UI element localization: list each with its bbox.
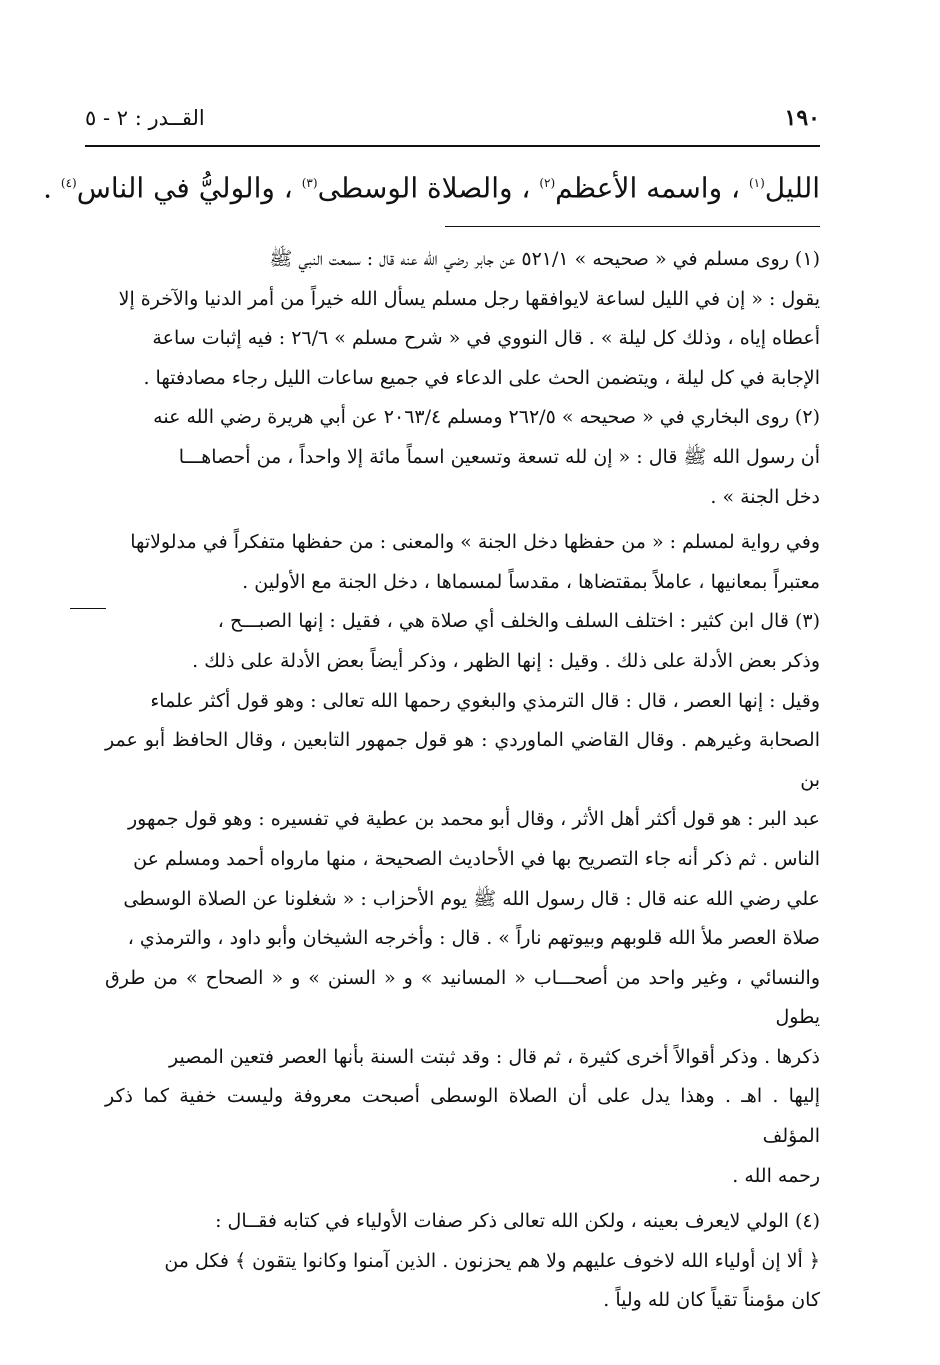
footnote-line: الصحابة وغيرهم . وقال القاضي الماوردي : هو قول جمهور التابعين ، وقال الحافظ أبو عمر بن (105, 729, 820, 791)
footnote-line: وفي رواية لمسلم : « من حفظها دخل الجنة » والمعنى : من حفظها متفكراً في مدلولاتها (130, 531, 820, 554)
footnote-1 (105, 240, 820, 398)
footnote-line: يقول : « إن في الليل لساعة لايوافقها رجل مسلم يسأل الله خيراً من أمر الدنيا والآخرة إلا (118, 287, 820, 310)
footnote-line: رحمه الله . (732, 1164, 820, 1187)
footnote-line: وقيل : إنها العصر ، قال : قال الترمذي والبغوي رحمها الله تعالى : وهو قول أكثر علماء (150, 689, 820, 712)
footnote-3 (105, 602, 820, 1196)
footnote-separator (445, 226, 820, 227)
footnote-line: (٣) قال ابن كثير : اختلف السلف والخلف أي صلاة هي ، فقيل : إنها الصبـــح ، (217, 610, 820, 633)
footnote-line: معتبراً بمعانيها ، عاملاً بمقتضاها ، مقدساً لمسماها ، دخل الجنة مع الأولين . (242, 570, 820, 593)
page-number: ١٩٠ (784, 105, 820, 131)
footnote-ref-2: (٢) (539, 176, 556, 190)
footnote-2 (105, 398, 820, 517)
footnote-4 (105, 1202, 820, 1321)
footnote-ref-4: (٤) (60, 176, 77, 190)
main-text-segment-5: . (43, 171, 52, 205)
page-header (85, 100, 820, 136)
footnote-line: إليها . اهـ . وهذا يدل على أن الصلاة الوسطى أصبحت معروفة وليست خفية كما ذكر المؤلف (105, 1085, 820, 1148)
footnote-line: والنسائي ، وغير واحد من أصحـــاب « المسانيد » و « السنن » و « الصحاح » من طرق يطول (105, 966, 820, 1029)
footnote-line: أن رسول الله ﷺ قال : « إن لله تسعة وتسعين اسماً مائة إلا واحداً ، من أحصاهـــا (178, 445, 820, 468)
footnote-line: دخل الجنة » . (710, 485, 820, 508)
main-text-segment-3: ، والصلاة الوسطى (317, 171, 531, 205)
footnote-line: ذكرها . وذكر أقوالاً أخرى كثيرة ، ثم قال : وقد ثبتت السنة بأنها العصر فتعين المصير (168, 1045, 820, 1068)
footnote-2-continuation (105, 523, 820, 602)
footnote-line: (٤) الولي لايعرف بعينه ، ولكن الله تعالى ذكر صفات الأولياء في كتابه فقــال : (215, 1210, 820, 1233)
footnote-line: علي رضي الله عنه قال : قال رسول الله ﷺ يوم الأحزاب : « شغلونا عن الصلاة الوسطى (123, 887, 820, 910)
running-title: القــدر : ٢ - ٥ (85, 106, 205, 130)
main-text-segment-1: الليل (764, 171, 820, 205)
footnote-line: أعطاه إياه ، وذلك كل ليلة » . قال النووي في « شرح مسلم » ٢٦/٦ : فيه إثبات ساعة (152, 327, 820, 350)
footnote-line: صلاة العصر ملأ الله قلوبهم وبيوتهم ناراً » . قال : وأخرجه الشيخان وأبو داود ، والترمذي ، (127, 927, 820, 950)
main-text-line (43, 158, 820, 208)
header-rule (85, 145, 820, 147)
footnote-line: وذكر بعض الأدلة على ذلك . وقيل : إنها الظهر ، وذكر أيضاً بعض الأدلة على ذلك . (192, 649, 820, 672)
footnote-line: ﴿ ألا إن أولياء الله لاخوف عليهم ولا هم يحزنون . الذين آمنوا وكانوا يتقون ﴾ فكل من (164, 1249, 820, 1272)
footnote-ref-1: (١) (748, 176, 765, 190)
main-text-segment-4: ، والوليُّ في الناس (76, 171, 293, 205)
footnote-line: كان مؤمناً تقياً كان لله ولياً . (603, 1289, 820, 1312)
footnote-line: عبد البر : هو قول أكثر أهل الأثر ، وقال أبو محمد بن عطية في تفسيره : وهو قول جمهور (127, 808, 820, 831)
main-text-segment-2: ، واسمه الأعظم (555, 171, 741, 205)
footnotes (105, 240, 820, 1312)
footnote-ref-3: (٣) (301, 176, 318, 190)
footnote-line: الناس . ثم ذكر أنه جاء التصريح بها في الأحاديث الصحيحة ، منها مارواه أحمد ومسلم عن (133, 847, 820, 870)
footnote-line: (١) روى مسلم في « صحيحه » ٥٢١/١ عن جابر رضي الله عنه قال : سمعت النبي ﷺ (269, 248, 820, 270)
margin-dash (70, 608, 106, 609)
footnote-line: (٢) روى البخاري في « صحيحه » ٢٦٢/٥ ومسلم ٢٠٦٣/٤ عن أبي هريرة رضي الله عنه (153, 406, 820, 429)
footnote-line: الإجابة في كل ليلة ، ويتضمن الحث على الدعاء في جميع ساعات الليل رجاء مصادفتها . (143, 366, 820, 389)
